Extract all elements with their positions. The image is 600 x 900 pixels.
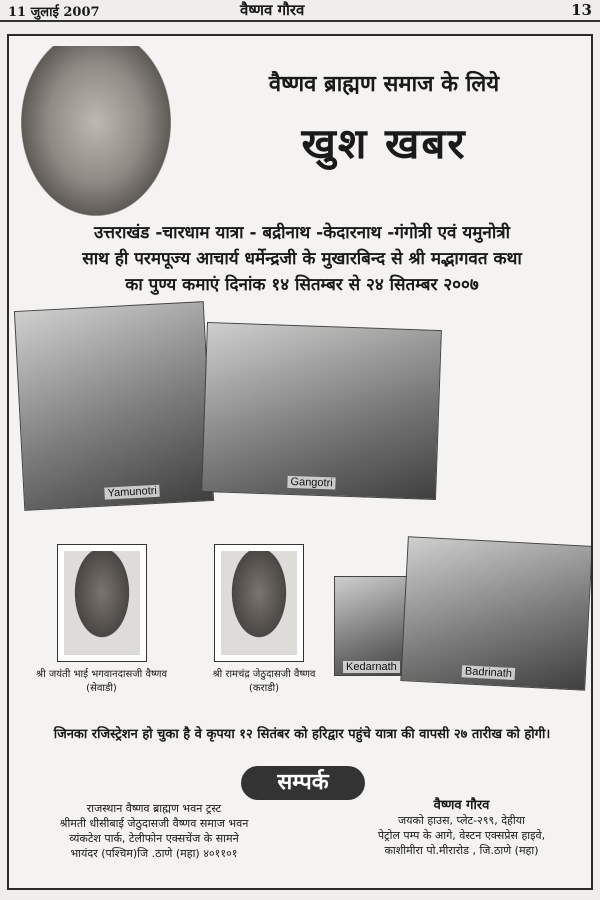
photo-gangotri [201, 322, 442, 500]
intro-line-2: साथ ही परमपूज्य आचार्य धर्मेन्द्रजी के मुखारबिन्द से श्री मद्भागवत कथा [82, 249, 522, 269]
photo-yamunotri [14, 301, 214, 511]
newspaper-name: वैष्णव गौरव [240, 1, 305, 19]
intro-line-1: उत्तराखंड -चारधाम यात्रा - बद्रीनाथ -केदारनाथ -गंगोत्री एवं यमुनोत्री [93, 223, 511, 243]
issue-date: 11 जुलाई 2007 [8, 5, 100, 20]
portrait-acharya [21, 46, 171, 216]
address-trust [29, 801, 279, 861]
address-left-line-4: भायंदर (पश्चिम)जि .ठाणे (महा) ४०११०१ [70, 847, 238, 860]
photo-caption-kedarnath: Kedarnath [343, 661, 400, 673]
intro-line-3: का पुण्य कमाएं दिनांक १४ सितम्बर से २४ सितम्बर २००७ [125, 275, 479, 295]
person-1-name: श्री जयंती भाई भगवानदासजी वैष्णव [35, 669, 168, 680]
registration-note: जिनका रजिस्ट्रेशन हो चुका है वे कृपया १२ सितंबर को हरिद्वार पहुंचे यात्रा की वापसी २७ तारीख को होगी। [53, 727, 551, 742]
portrait-person-2 [214, 544, 304, 662]
photo-caption-badrinath: Badrinath [462, 665, 516, 680]
page-number: 13 [571, 1, 592, 19]
person-1-caption [14, 668, 189, 696]
person-2-place: (कराडी) [248, 683, 280, 694]
person-1-place: (सेवाडी) [86, 683, 117, 694]
address-right-line-2: पेट्रोल पम्प के आगे, वेस्टन एक्सप्रेस हाइवे, [377, 829, 546, 842]
address-left-line-1: राजस्थान वैष्णव ब्राह्मण भवन ट्रस्ट [86, 802, 222, 815]
address-vaishnav-gaurav [339, 798, 584, 858]
photo-caption-gangotri: Gangotri [287, 476, 336, 490]
address-left-line-3: व्यंकटेश पार्क, टेलीफोन एक्सचेंज के सामने [69, 832, 239, 845]
ad-title-line1: वैष्णव ब्राह्मण समाज के लिये [268, 72, 500, 97]
portrait-person-1 [57, 544, 147, 662]
advertisement [7, 34, 593, 890]
address-right-line-3: काशीमीरा पो.मीरारोड , जि.ठाणे (महा) [384, 844, 539, 857]
photo-caption-yamunotri: Yamunotri [104, 485, 160, 500]
ad-title-line2: खुश खबर [301, 119, 467, 168]
newspaper-header [0, 0, 600, 22]
contact-badge: सम्पर्क [241, 766, 365, 800]
address-right-heading: वैष्णव गौरव [433, 798, 490, 813]
person-2-caption [184, 668, 344, 696]
address-left-line-2: श्रीमती धीसीबाई जेठुदासजी वैष्णव समाज भवन [59, 817, 249, 830]
address-right-line-1: जयको हाउस, प्लेट-२९९, देहीया [398, 814, 525, 827]
person-2-name: श्री रामचंद्र जेठुदासजी वैष्णव [212, 669, 316, 680]
photo-badrinath [400, 536, 592, 690]
